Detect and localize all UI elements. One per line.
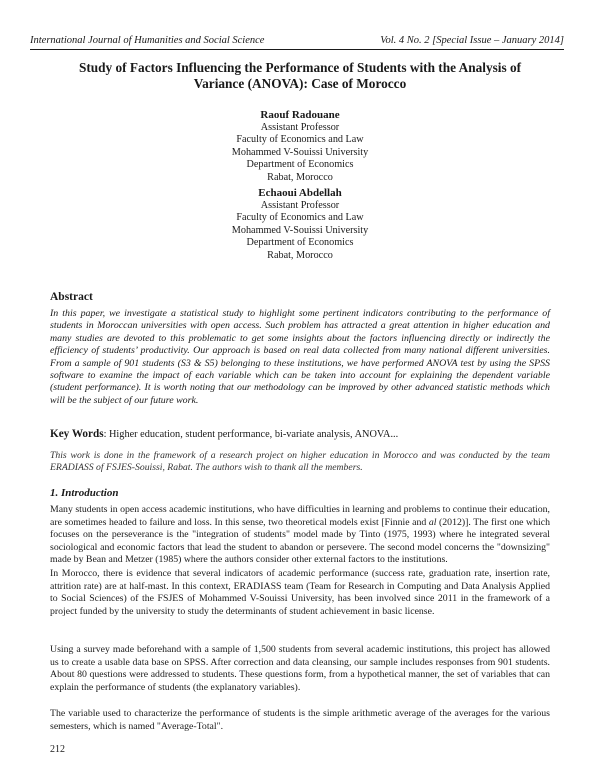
- author-university: Mohammed V-Souissi University: [231, 224, 369, 236]
- keywords-text: : Higher education, student performance, bi-variate analysis, ANOVA...: [103, 429, 399, 440]
- citation-al: al: [428, 516, 437, 528]
- journal-name: International Journal of Humanities and Social Science: [30, 35, 265, 46]
- abstract-text: In this paper, we investigate a statistical study to highlight some pertinent indicators contributing to the performance of students in Moroccan universities with open access. Such problem has attracted a great attention in higher education and many studies are devoted to this problematic to get some insights about the factors influencing directly or indirectly the efficiency of students’ productivity. Our approach is based on real data collected from many national different universities. From a sample of 901 students (S3 & S5) belonging to these institutions, we have performed ANOVA test by using the SPSS software to examine the impact of each variable which can be taken into account for explaining the dependent variable (student performance). It is worth noting that our methodology can be improved by other advanced statistic methods which will be the subject of our future work.: [50, 308, 550, 406]
- author-department: Department of Economics: [246, 237, 354, 249]
- issue-info: Vol. 4 No. 2 [Special Issue – January 2014]: [380, 35, 564, 46]
- paragraph: [50, 504, 550, 567]
- running-header: [30, 35, 564, 50]
- keywords: [50, 428, 550, 441]
- abstract-heading: Abstract: [50, 291, 93, 303]
- paragraph: In Morocco, there is evidence that several indicators of academic performance (success rate, graduation rate, insertion rate, attrition rate) are at half-mast. In this context, ERADIASS team (Team for Research in Computing and Data Analysis Applied to Social Sciences) of the FSJES of Mohammed V-Souissi University, has been involved since 2011 in the framework of a project funded by the university to study the determinants of student achievement in basic license.: [50, 568, 550, 617]
- section-heading: 1. Introduction: [50, 487, 119, 499]
- author-faculty: Faculty of Economics and Law: [236, 134, 364, 146]
- author-university: Mohammed V-Souissi University: [231, 146, 369, 158]
- paragraph: The variable used to characterize the performance of students is the simple arithmetic average of the averages for the various semesters, which is named "Average-Total".: [50, 708, 550, 732]
- author-position: Assistant Professor: [260, 121, 340, 133]
- author-block: [180, 109, 420, 185]
- author-faculty: Faculty of Economics and Law: [236, 212, 364, 224]
- paragraph-text: (2012)]. The first one which focuses on the perseverance is the "integration of students" model made by Tinto (1975, 1993) where he integrated several sociological and economic factors that lead the student to abandon or persevere. The second model concerns the "downsizing" made by Bean and Metzer (1985) where the authors consider other external factors to the institutions.: [50, 516, 550, 565]
- author-location: Rabat, Morocco: [267, 171, 333, 183]
- author-location: Rabat, Morocco: [267, 249, 333, 261]
- author-department: Department of Economics: [246, 159, 354, 171]
- author-name: Echaoui Abdellah: [258, 187, 342, 199]
- page-number: 212: [50, 744, 65, 755]
- author-position: Assistant Professor: [260, 199, 340, 211]
- keywords-label: Key Words: [50, 428, 104, 440]
- acknowledgement-note: This work is done in the framework of a research project on higher education in Morocco and was conducted by the team ERADIASS of FSJES-Souissi, Rabat. The authors wish to thank all the members.: [50, 450, 550, 474]
- paragraph: Using a survey made beforehand with a sample of 1,500 students from several academic institutions, this project has allowed us to create a usable data base on SPSS. After correction and data cleansing, our sample includes responses from 901 students. About 80 questions were addressed to students. These questions form, from a hypothetical manner, the set of variables that can explain the performance of students (the explanatory variables).: [50, 644, 550, 693]
- paragraph-text: Many students in open access academic institutions, who have difficulties in learning and problems to continue their education, are sometimes headed to failure and loss. In this sense, two theoretical models exist [Finnie and: [50, 504, 550, 528]
- author-block: [180, 187, 420, 263]
- paper-title: Study of Factors Influencing the Performance of Students with the Analysis of Variance (ANOVA): Case of Morocco: [78, 60, 522, 91]
- author-name: Raouf Radouane: [260, 109, 340, 121]
